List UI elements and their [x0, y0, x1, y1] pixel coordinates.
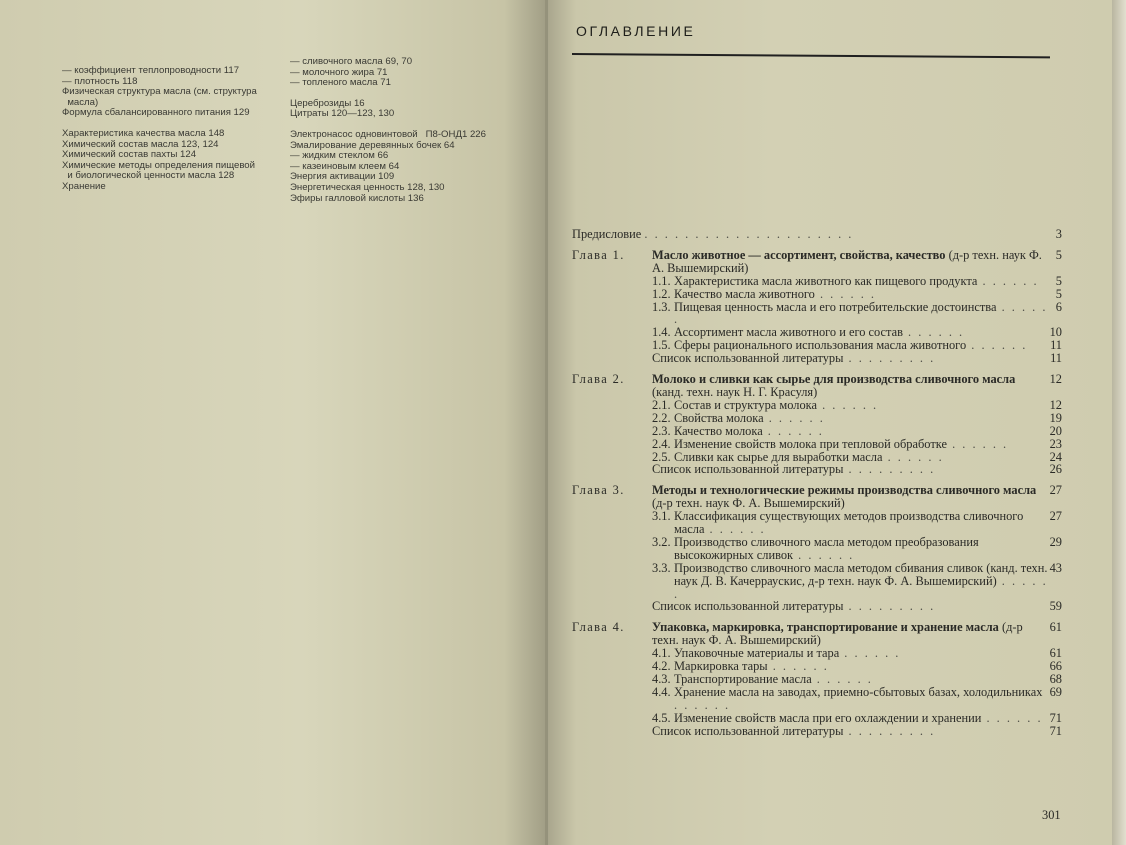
table-of-contents	[572, 228, 1062, 738]
section-text	[674, 536, 1050, 562]
chapter-authors: (д-р техн. наук Ф. А. Вышемирский)	[652, 620, 1023, 648]
leader-dots: . . . . . . . . .	[843, 351, 936, 366]
toc-chapter	[572, 249, 1062, 365]
chapter-heading	[572, 621, 1062, 647]
chapter-title-bold: Упаковка, маркировка, транспортирование и хранение масла	[652, 620, 999, 635]
section-code: 2.4.	[652, 436, 671, 451]
section-title: Маркировка тары	[674, 659, 768, 674]
section-page: 29	[1049, 534, 1062, 549]
section-title: Производство сливочного масла методом преобразования высокожирных сливок	[674, 534, 979, 562]
section-title: Классификация существующих методов производства сливочного масла	[674, 509, 1024, 537]
chapter-title	[652, 621, 1050, 647]
leader-dots: . . . . . .	[839, 646, 901, 661]
section-page: 43	[1049, 560, 1062, 575]
section-page: 10	[1049, 325, 1062, 340]
toc-chapter	[572, 373, 1062, 476]
index-entry: Характеристика качества масла 148	[62, 127, 225, 139]
section-title: Характеристика масла животного как пищевого продукта	[674, 273, 978, 288]
chapter-number: Глава 1.	[572, 247, 625, 262]
section-code: 4.4.	[652, 684, 671, 699]
index-entry: Цитраты 120—123, 130	[290, 108, 395, 120]
toc-chapter	[572, 621, 1062, 737]
leader-dots: . . . . . .	[946, 436, 1009, 451]
section-title: Ассортимент масла животного и его состав	[674, 325, 903, 340]
section-title: Сливки как сырье для выработки масла	[674, 449, 883, 464]
chapter-sections	[572, 647, 1062, 737]
section-page: 6	[1055, 299, 1062, 314]
leader-dots: . . . . . . . . .	[843, 462, 936, 477]
chapter-title-bold: Методы и технологические режимы производства сливочного масла	[652, 483, 1037, 498]
index-entry: — сливочного масла 69, 70	[290, 56, 413, 67]
section-title: Пищевая ценность масла и его потребительские достоинства	[674, 299, 997, 314]
index-column-2	[290, 57, 530, 204]
index-entry: и биологической ценности масла 128	[62, 170, 235, 182]
section-page: 19	[1049, 410, 1062, 425]
section-text	[674, 562, 1050, 601]
chapter-title	[652, 373, 1050, 399]
preface-page: 3	[1055, 227, 1062, 241]
section-title: Упаковочные материалы и тара	[674, 646, 840, 661]
section-code: 1.2.	[652, 286, 671, 301]
section-page: 71	[1049, 710, 1062, 725]
literature-text	[652, 725, 1050, 738]
section-page: 5	[1055, 273, 1062, 288]
leader-dots: . . . . . .	[977, 273, 1039, 288]
literature-title: Список использованной литературы	[652, 599, 844, 614]
leader-dots: . . . . . . . . .	[843, 723, 936, 738]
leader-dots: . . . . . .	[704, 522, 766, 537]
leader-dots: . . . . . .	[814, 286, 877, 301]
leader-dots: . . . . . . . . . . . . . . . . . . . . .	[644, 227, 854, 241]
preface-label: Предисловие	[572, 227, 642, 241]
section-code: 2.1.	[652, 397, 671, 412]
page-number: 301	[1042, 808, 1061, 822]
section-page: 68	[1049, 672, 1062, 686]
chapter-heading	[572, 484, 1062, 510]
leader-dots: . . . . . .	[902, 325, 965, 340]
section-text	[674, 686, 1050, 712]
index-entry: Формула сбалансированного питания 129	[62, 107, 250, 119]
section-code: 3.1.	[652, 509, 671, 524]
toc-chapter	[572, 484, 1062, 613]
literature-text	[652, 463, 1050, 476]
section-code: 4.2.	[652, 659, 671, 674]
section-code: 2.2.	[652, 410, 671, 425]
literature-page: 11	[1050, 351, 1062, 366]
index-entry: — казеиновым клеем 64	[290, 160, 400, 172]
chapter-number: Глава 3.	[572, 483, 625, 498]
chapter-title	[652, 249, 1056, 275]
chapter-heading	[572, 249, 1062, 275]
section-code: 1.4.	[652, 325, 671, 340]
chapter-authors: (канд. техн. наук Н. Г. Красуля)	[652, 384, 818, 399]
section-page: 12	[1049, 397, 1062, 412]
toc-literature	[652, 352, 1062, 365]
chapter-sections	[572, 510, 1062, 613]
section-code: 1.5.	[652, 338, 671, 353]
toc-section	[652, 510, 1062, 536]
toc-section	[652, 301, 1062, 327]
chapter-authors: (д-р техн. наук Ф. А. Вышемирский)	[652, 496, 845, 511]
section-code: 2.3.	[652, 423, 671, 438]
toc-section	[652, 686, 1062, 712]
chapter-title-bold: Молоко и сливки как сырье для производства сливочного масла	[652, 372, 1016, 387]
index-entry: Эмалирование деревянных бочек 64	[290, 139, 455, 151]
chapter-authors: (д-р техн. наук Ф. А. Вышемирский)	[652, 247, 1042, 275]
section-title: Транспортирование масла	[674, 672, 812, 686]
chapter-page: 12	[1049, 372, 1062, 387]
section-code: 1.1.	[652, 273, 671, 288]
chapter-page: 27	[1049, 483, 1062, 498]
index-entry: Эфиры галловой кислоты 136	[290, 192, 424, 204]
index-entry: Химические методы определения пищевой	[62, 159, 255, 171]
index-entry: Цереброзиды 16	[290, 97, 365, 109]
section-title: Сферы рационального использования масла животного	[674, 338, 967, 353]
page-edge	[1112, 0, 1126, 845]
toc-section	[652, 536, 1062, 562]
index-entry: Хранение	[62, 180, 106, 192]
section-title: Производство сливочного масла методом сбивания сливок (канд. техн. наук Д. В. Качерраускис, д-р техн. наук Ф. А. Вышемирский)	[674, 560, 1048, 588]
leader-dots: . . . . . .	[762, 423, 824, 438]
leader-dots: . . . . . .	[763, 410, 825, 425]
leader-dots: . . . . . .	[674, 573, 1048, 601]
section-code: 2.5.	[652, 449, 671, 464]
section-page: 23	[1049, 436, 1062, 451]
section-title: Изменение свойств масла при его охлаждении и хранении	[674, 710, 982, 725]
index-entry: Энергия активации 109	[290, 171, 395, 183]
toc-literature	[652, 463, 1062, 476]
section-page: 61	[1049, 646, 1062, 661]
literature-title: Список использованной литературы	[652, 351, 844, 366]
section-page: 5	[1055, 286, 1062, 301]
leader-dots: . . . . . .	[882, 449, 944, 464]
chapter-number: Глава 4.	[572, 620, 625, 635]
index-entry: — жидким стеклом 66	[290, 150, 389, 162]
section-code: 1.3.	[652, 299, 671, 314]
index-column-1	[62, 66, 292, 193]
leader-dots: . . . . . .	[767, 659, 829, 674]
toc-section	[652, 562, 1062, 601]
literature-text	[652, 352, 1050, 365]
section-text	[674, 510, 1050, 536]
literature-page: 71	[1049, 723, 1062, 738]
section-title: Качество масла животного	[674, 286, 815, 301]
chapter-title	[652, 484, 1050, 510]
chapter-title-bold: Масло животное — ассортимент, свойства, качество	[652, 247, 946, 262]
section-code: 4.5.	[652, 710, 671, 725]
chapter-page: 61	[1049, 620, 1062, 635]
index-entry: — молочного жира 71	[290, 66, 388, 78]
leader-dots: . . . . . .	[674, 697, 731, 712]
chapter-page: 5	[1055, 247, 1062, 262]
leader-dots: . . . . . .	[816, 397, 879, 412]
toc-literature	[652, 600, 1062, 613]
section-page: 11	[1050, 338, 1062, 353]
section-code: 3.2.	[652, 534, 671, 549]
section-title: Хранение масла на заводах, приемно-сбытовых базах, холодильниках	[674, 684, 1043, 699]
section-code: 3.3.	[652, 560, 671, 575]
literature-text	[652, 600, 1050, 613]
section-code: 4.3.	[652, 672, 671, 686]
leader-dots: . . . . . .	[981, 710, 1043, 725]
index-entry: Физическая структура масла (см. структура	[62, 86, 257, 98]
index-entry: Химический состав масла 123, 124	[62, 138, 219, 150]
index-entry: Энергетическая ценность 128, 130	[290, 181, 445, 193]
chapter-sections	[572, 399, 1062, 476]
leader-dots: . . . . . . . . .	[843, 599, 936, 614]
literature-page: 59	[1049, 599, 1062, 614]
index-entry: Химический состав пахты 124	[62, 149, 197, 161]
literature-title: Список использованной литературы	[652, 462, 844, 477]
toc-chapters	[572, 249, 1062, 738]
literature-title: Список использованной литературы	[652, 723, 844, 738]
section-title: Качество молока	[674, 423, 763, 438]
section-page: 20	[1049, 423, 1062, 438]
literature-page: 26	[1049, 462, 1062, 477]
index-entry: Электронасос одновинтовой П8-ОНД1 226	[290, 128, 486, 140]
index-entry: масла)	[62, 96, 99, 108]
left-page	[0, 0, 548, 845]
leader-dots: . . . . . .	[966, 338, 1028, 353]
section-page: 27	[1049, 509, 1062, 524]
toc-heading: ОГЛАВЛЕНИЕ	[576, 23, 696, 39]
chapter-number: Глава 2.	[572, 372, 625, 387]
section-title: Состав и структура молока	[674, 397, 817, 412]
index-entry: — коэффициент теплопроводности 117	[62, 65, 240, 76]
chapter-sections	[572, 275, 1062, 365]
leader-dots: . . . . . .	[674, 299, 1048, 327]
section-code: 4.1.	[652, 646, 671, 661]
section-text	[674, 301, 1056, 327]
section-title: Изменение свойств молока при тепловой обработке	[674, 436, 947, 451]
chapter-heading	[572, 373, 1062, 399]
section-page: 66	[1049, 659, 1062, 674]
leader-dots: . . . . . .	[811, 672, 873, 686]
section-title: Свойства молока	[674, 410, 764, 425]
toc-preface	[572, 228, 1062, 241]
index-entry: — топленого масла 71	[290, 77, 391, 89]
leader-dots: . . . . . .	[793, 547, 855, 562]
section-page: 24	[1049, 449, 1062, 464]
toc-literature	[652, 725, 1062, 738]
section-page: 69	[1049, 684, 1062, 699]
index-entry: — плотность 118	[62, 75, 138, 87]
